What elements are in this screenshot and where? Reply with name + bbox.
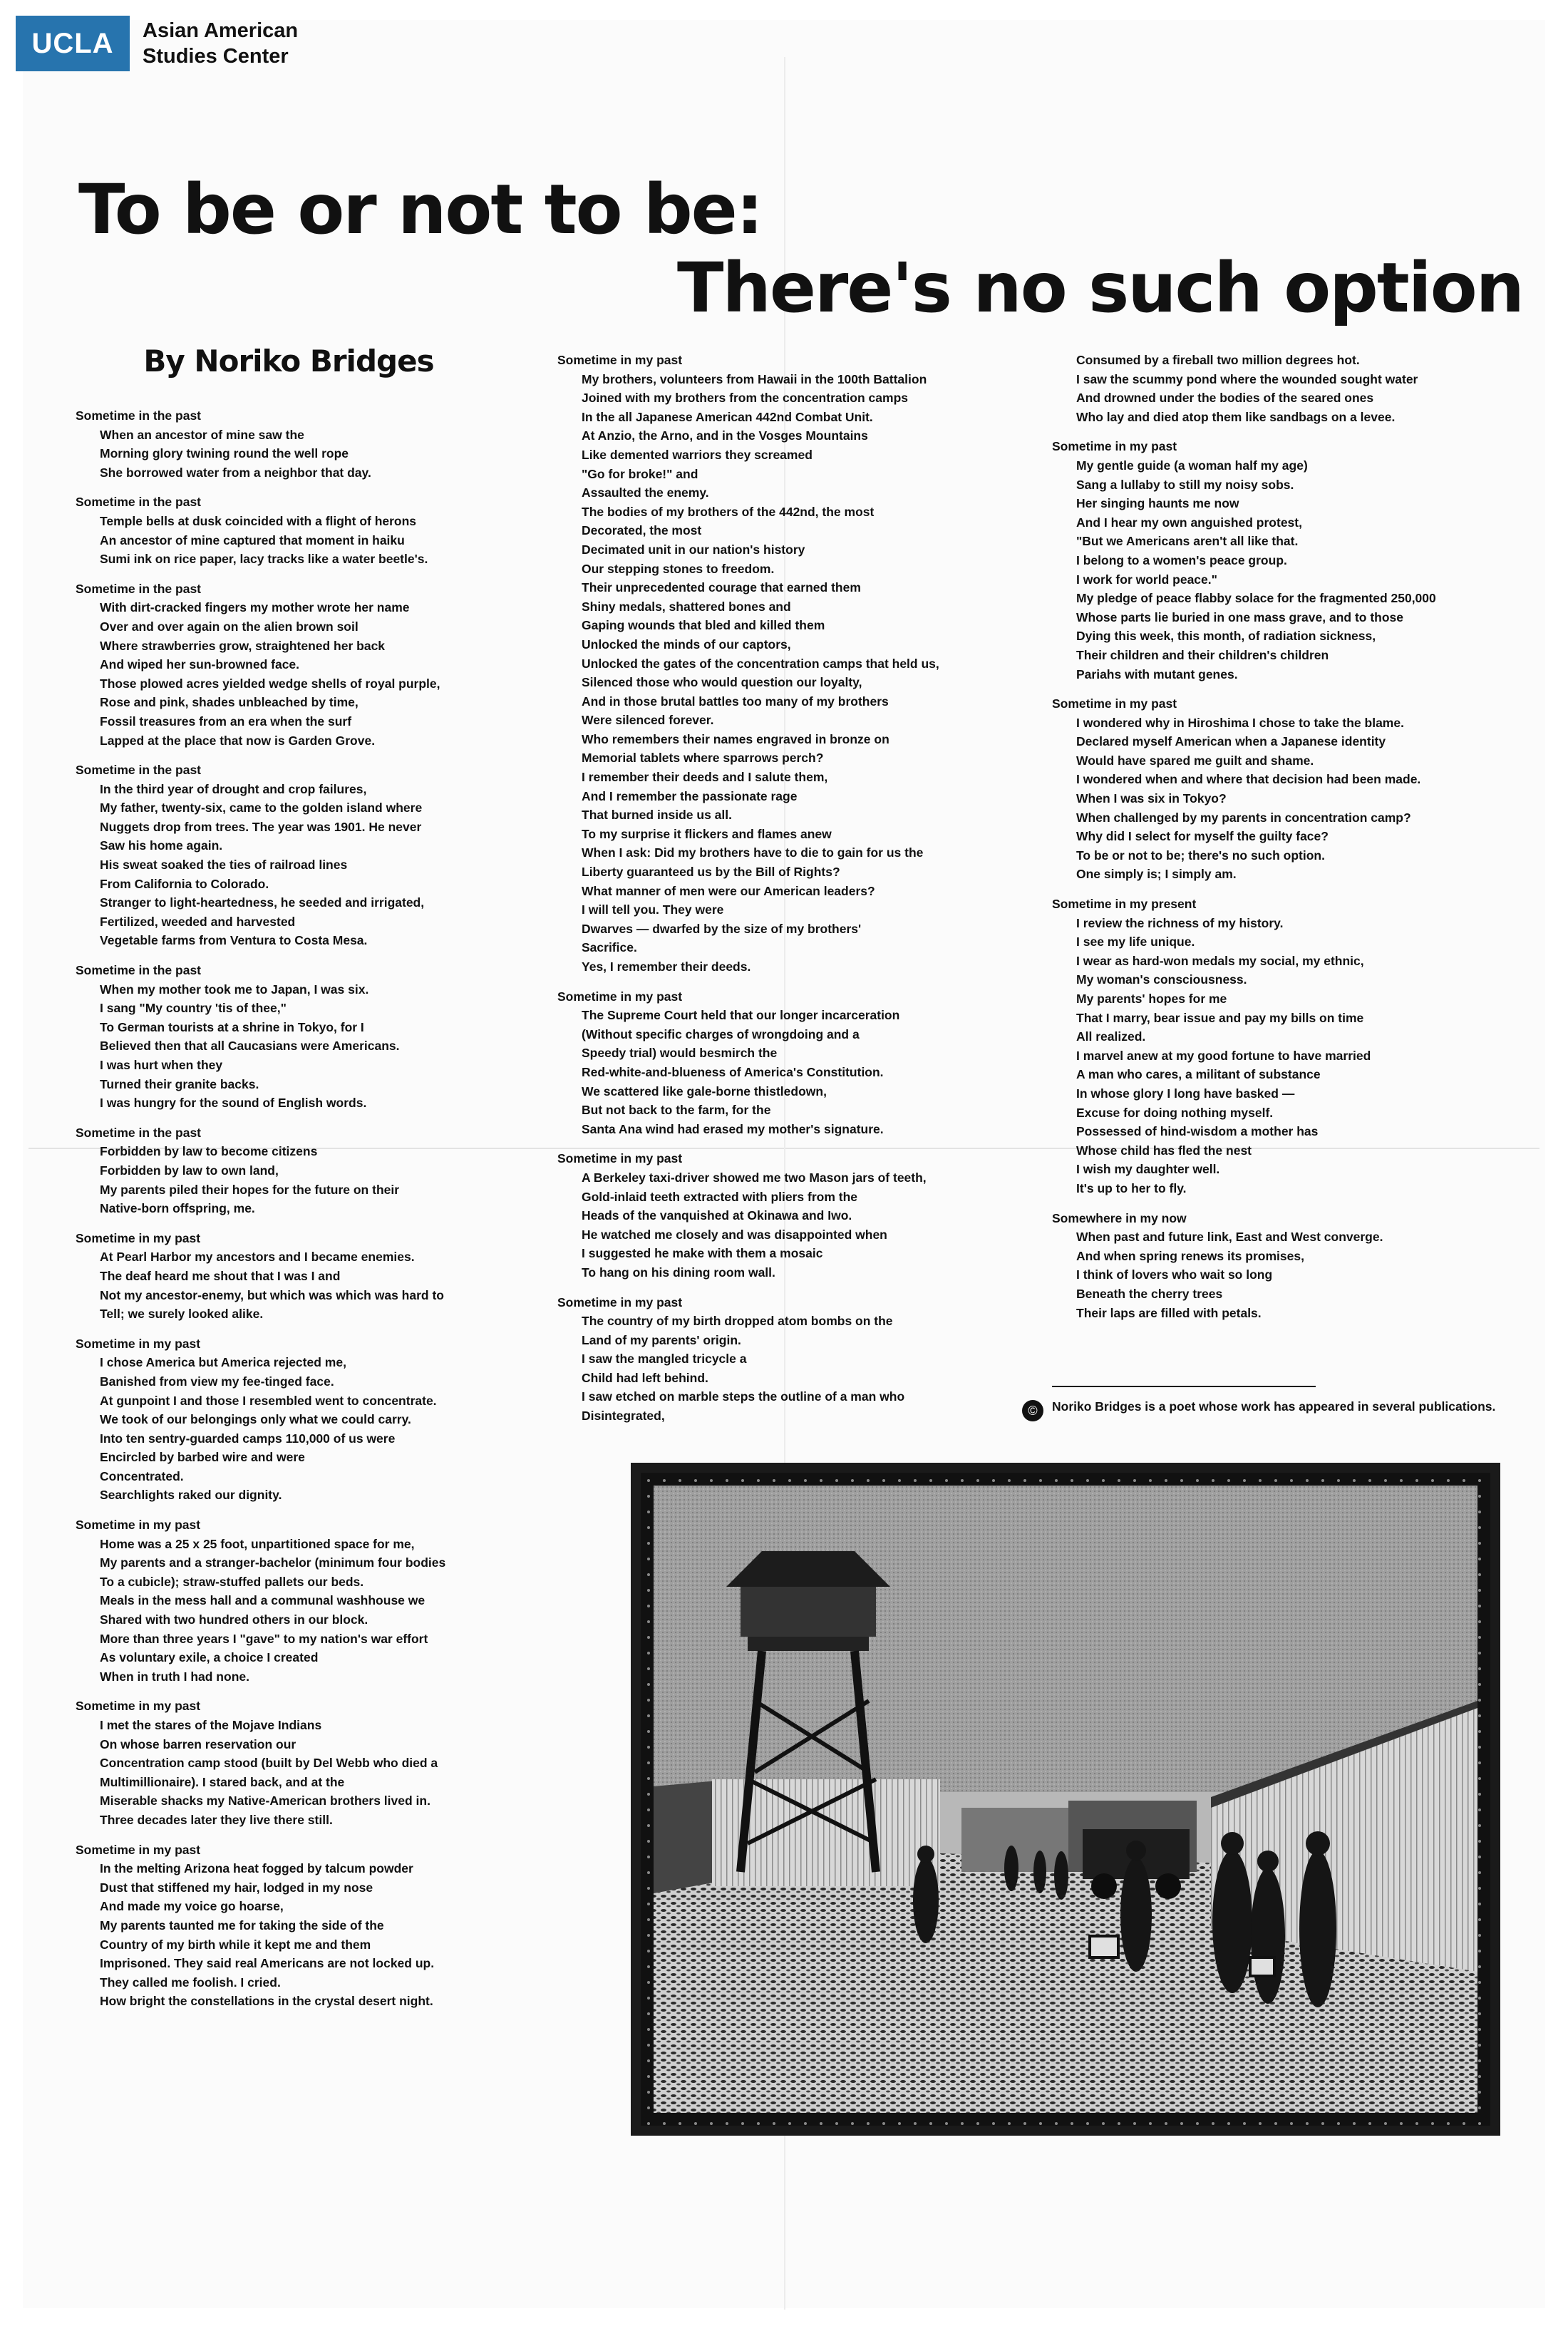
stanza-heading: Sometime in my past bbox=[76, 1699, 201, 1714]
poem-line: My father, twenty-six, came to the golden island where bbox=[100, 801, 423, 815]
stanza-heading: Sometime in my past bbox=[76, 1842, 201, 1857]
poem-line: Unlocked the minds of our captors, bbox=[582, 637, 791, 652]
poem-line: Concentrated. bbox=[100, 1468, 184, 1483]
poem-line: At Pearl Harbor my ancestors and I became enemies. bbox=[100, 1250, 415, 1265]
poem-line: The country of my birth dropped atom bombs on the bbox=[582, 1314, 893, 1329]
poem-stanza bbox=[1052, 1209, 1508, 1323]
poem-line: Our stepping stones to freedom. bbox=[582, 561, 775, 576]
poem-line: Were silenced forever. bbox=[582, 713, 714, 728]
poem-line: Searchlights raked our dignity. bbox=[100, 1488, 282, 1503]
poem-line: Santa Ana wind had erased my mother's signature. bbox=[582, 1121, 884, 1136]
poem-line: Who lay and died atop them like sandbags on a levee. bbox=[1076, 409, 1396, 424]
stanza-heading: Sometime in my past bbox=[76, 1518, 201, 1533]
stanza-heading: Sometime in my past bbox=[1052, 439, 1177, 454]
poem-stanza bbox=[1052, 351, 1508, 426]
poem-line: An ancestor of mine captured that moment in haiku bbox=[100, 532, 405, 547]
poem-line: When challenged by my parents in concentration camp? bbox=[1076, 810, 1411, 825]
poem-stanza bbox=[76, 493, 539, 568]
poem-stanza bbox=[76, 1515, 539, 1686]
poem-line: Why did I select for myself the guilty face? bbox=[1076, 829, 1329, 844]
stanza-heading: Sometime in the past bbox=[76, 495, 202, 510]
ucla-logo-text: UCLA bbox=[31, 27, 114, 59]
poem-line: Not my ancestor-enemy, but which was which was hard to bbox=[100, 1287, 444, 1302]
poem-line: I sang "My country 'tis of thee," bbox=[100, 1001, 287, 1016]
article-title-line2: There's no such option bbox=[677, 248, 1523, 328]
poem-line: That I marry, bear issue and pay my bills on time bbox=[1076, 1010, 1364, 1025]
poem-line: I wondered when and where that decision had been made. bbox=[1076, 772, 1421, 787]
poem-line: To a cubicle); straw-stuffed pallets our beds. bbox=[100, 1574, 364, 1589]
poem-line: Sumi ink on rice paper, lacy tracks like a water beetle's. bbox=[100, 552, 428, 567]
poem-line: Yes, I remember their deeds. bbox=[582, 959, 751, 974]
poem-line: I saw etched on marble steps the outline of a man who bbox=[582, 1389, 905, 1404]
stanza-heading: Sometime in my past bbox=[557, 989, 683, 1004]
poem-stanza bbox=[76, 406, 539, 482]
stanza-heading: Sometime in the past bbox=[76, 963, 202, 978]
poem-line: Miserable shacks my Native-American brothers lived in. bbox=[100, 1794, 430, 1808]
poem-line: Sacrifice. bbox=[582, 940, 637, 955]
poem-stanza bbox=[76, 580, 539, 750]
poem-column-1 bbox=[76, 406, 539, 2022]
poem-line: Forbidden by law to own land, bbox=[100, 1163, 279, 1178]
poem-line: I will tell you. They were bbox=[582, 902, 724, 917]
poem-line: Consumed by a fireball two million degrees hot. bbox=[1076, 353, 1360, 367]
poem-line: My parents piled their hopes for the future on their bbox=[100, 1182, 400, 1197]
poem-stanza bbox=[76, 1229, 539, 1324]
poem-line: Whose child has fled the nest bbox=[1076, 1143, 1252, 1158]
poem-line: Fossil treasures from an era when the surf bbox=[100, 714, 352, 729]
poem-line: Forbidden by law to become citizens bbox=[100, 1144, 318, 1159]
poem-line: Pariahs with mutant genes. bbox=[1076, 667, 1238, 681]
poem-stanza bbox=[76, 1334, 539, 1505]
poem-line: And drowned under the bodies of the seared ones bbox=[1076, 391, 1374, 406]
poem-line: Morning glory twining round the well rope bbox=[100, 446, 349, 461]
poem-line: I see my life unique. bbox=[1076, 935, 1195, 950]
poem-line: My woman's consciousness. bbox=[1076, 972, 1247, 987]
poem-line: Saw his home again. bbox=[100, 838, 223, 853]
poem-line: Vegetable farms from Ventura to Costa Mesa. bbox=[100, 933, 368, 948]
poem-line: Would have spared me guilt and shame. bbox=[1076, 753, 1314, 768]
poem-line: She borrowed water from a neighbor that day. bbox=[100, 465, 371, 480]
poem-line: I think of lovers who wait so long bbox=[1076, 1267, 1273, 1282]
poem-line: In the melting Arizona heat fogged by talcum powder bbox=[100, 1861, 413, 1876]
poem-line: The deaf heard me shout that I was I and bbox=[100, 1268, 341, 1283]
poem-line: My parents and a stranger-bachelor (minimum four bodies bbox=[100, 1555, 446, 1570]
poem-line: Concentration camp stood (built by Del Webb who died a bbox=[100, 1756, 438, 1771]
poem-line: Nuggets drop from trees. The year was 1901. He never bbox=[100, 819, 422, 834]
bio-divider bbox=[1052, 1386, 1316, 1387]
poem-line: Who remembers their names engraved in bronze on bbox=[582, 731, 889, 746]
poem-line: Stranger to light-heartedness, he seeded and irrigated, bbox=[100, 895, 425, 910]
poem-line: Liberty guaranteed us by the Bill of Rights? bbox=[582, 865, 840, 880]
poem-stanza bbox=[1052, 437, 1508, 684]
poem-line: When I ask: Did my brothers have to die to gain for us the bbox=[582, 845, 924, 860]
poem-line: Shiny medals, shattered bones and bbox=[582, 599, 791, 614]
poem-line: Their unprecedented courage that earned them bbox=[582, 580, 861, 595]
poem-line: At Anzio, the Arno, and in the Vosges Mountains bbox=[582, 428, 868, 443]
poem-line: My brothers, volunteers from Hawaii in the 100th Battalion bbox=[582, 371, 927, 386]
poem-line: Where strawberries grow, straightened her back bbox=[100, 638, 386, 653]
poem-line: I was hungry for the sound of English words. bbox=[100, 1096, 367, 1111]
poem-line: Over and over again on the alien brown soil bbox=[100, 619, 359, 634]
poem-line: I wish my daughter well. bbox=[1076, 1162, 1220, 1177]
poem-line: Their laps are filled with petals. bbox=[1076, 1305, 1262, 1320]
poem-line: Dust that stiffened my hair, lodged in my nose bbox=[100, 1880, 373, 1895]
poem-line: Red-white-and-blueness of America's Constitution. bbox=[582, 1064, 884, 1079]
poem-line: And made my voice go hoarse, bbox=[100, 1899, 284, 1914]
poem-line: (Without specific charges of wrongdoing and a bbox=[582, 1026, 860, 1041]
poem-line: All realized. bbox=[1076, 1029, 1146, 1044]
stanza-heading: Sometime in my past bbox=[76, 1230, 201, 1245]
poem-line: Silenced those who would question our loyalty, bbox=[582, 675, 862, 690]
poem-line: I met the stares of the Mojave Indians bbox=[100, 1718, 322, 1732]
poem-stanza bbox=[76, 761, 539, 950]
poem-line: Assaulted the enemy. bbox=[582, 485, 709, 500]
stanza-heading: Sometime in the past bbox=[76, 763, 202, 778]
poem-line: Their children and their children's children bbox=[1076, 647, 1329, 662]
camp-photo bbox=[631, 1463, 1500, 2136]
poem-line: Country of my birth while it kept me and them bbox=[100, 1937, 371, 1952]
poem-line: A man who cares, a militant of substance bbox=[1076, 1067, 1321, 1082]
poem-line: Disintegrated, bbox=[582, 1409, 665, 1424]
poem-line: When my mother took me to Japan, I was six. bbox=[100, 982, 369, 997]
poem-line: Sang a lullaby to still my noisy sobs. bbox=[1076, 477, 1294, 492]
stanza-heading: Sometime in my past bbox=[76, 1336, 201, 1351]
poem-line: The Supreme Court held that our longer incarceration bbox=[582, 1008, 900, 1023]
poem-line: I marvel anew at my good fortune to have married bbox=[1076, 1048, 1371, 1063]
stanza-heading: Sometime in my past bbox=[557, 1295, 683, 1309]
poem-line: He watched me closely and was disappointed when bbox=[582, 1227, 887, 1242]
ucla-header bbox=[16, 16, 298, 71]
poem-stanza bbox=[76, 961, 539, 1113]
stanza-heading: Sometime in the past bbox=[76, 581, 202, 596]
poem-line: How bright the constellations in the crystal desert night. bbox=[100, 1994, 433, 2009]
poem-line: What manner of men were our American leaders? bbox=[582, 883, 875, 898]
poem-line: To be or not to be; there's no such option. bbox=[1076, 848, 1325, 863]
stanza-heading: Sometime in my present bbox=[1052, 897, 1197, 912]
poem-line: We took of our belongings only what we could carry. bbox=[100, 1412, 411, 1427]
center-name-line2: Studies Center bbox=[143, 45, 289, 68]
poem-line: And I hear my own anguished protest, bbox=[1076, 515, 1302, 530]
poem-line: One simply is; I simply am. bbox=[1076, 867, 1237, 882]
poem-line: "But we Americans aren't all like that. bbox=[1076, 534, 1299, 549]
poem-line: To German tourists at a shrine in Tokyo, for I bbox=[100, 1019, 364, 1034]
poem-line: To hang on his dining room wall. bbox=[582, 1265, 775, 1280]
poem-line: Three decades later they live there still. bbox=[100, 1812, 333, 1827]
poem-line: It's up to her to fly. bbox=[1076, 1180, 1187, 1195]
poem-stanza bbox=[76, 1697, 539, 1829]
byline: By Noriko Bridges bbox=[143, 344, 434, 379]
poem-line: My gentle guide (a woman half my age) bbox=[1076, 458, 1308, 473]
poem-line: Multimillionaire). I stared back, and at the bbox=[100, 1774, 345, 1789]
poem-line: Gold-inlaid teeth extracted with pliers from the bbox=[582, 1189, 857, 1204]
poem-line: In the third year of drought and crop failures, bbox=[100, 781, 367, 796]
poem-line: With dirt-cracked fingers my mother wrote her name bbox=[100, 600, 410, 615]
poem-line: Banished from view my fee-tinged face. bbox=[100, 1374, 334, 1389]
stanza-heading: Somewhere in my now bbox=[1052, 1210, 1187, 1225]
poem-line: Turned their granite backs. bbox=[100, 1076, 259, 1091]
poem-line: I remember their deeds and I salute them, bbox=[582, 770, 828, 785]
stanza-heading: Sometime in the past bbox=[76, 1125, 202, 1140]
poem-line: Shared with two hundred others in our block. bbox=[100, 1612, 368, 1627]
poem-line: My parents taunted me for taking the side of the bbox=[100, 1918, 384, 1933]
poem-line: As voluntary exile, a choice I created bbox=[100, 1650, 319, 1665]
poem-line: Decimated unit in our nation's history bbox=[582, 542, 805, 557]
poem-line: Heads of the vanquished at Okinawa and Iwo. bbox=[582, 1208, 852, 1223]
poem-line: His sweat soaked the ties of railroad lines bbox=[100, 858, 348, 873]
poem-stanza bbox=[76, 1123, 539, 1218]
poem-line: Child had left behind. bbox=[582, 1370, 708, 1385]
poem-line: Excuse for doing nothing myself. bbox=[1076, 1105, 1274, 1120]
poem-line: When an ancestor of mine saw the bbox=[100, 427, 304, 442]
poem-line: I review the richness of my history. bbox=[1076, 915, 1284, 930]
camp-guard-tower-photo bbox=[641, 1473, 1490, 2126]
poem-line: They called me foolish. I cried. bbox=[100, 1975, 281, 1990]
poem-line: Like demented warriors they screamed bbox=[582, 447, 813, 462]
poem-line: "Go for broke!" and bbox=[582, 466, 698, 481]
poem-column-3 bbox=[1052, 351, 1508, 1333]
circle-c-icon: © bbox=[1022, 1400, 1043, 1421]
stanza-heading: Sometime in my past bbox=[1052, 696, 1177, 711]
poem-line: I wear as hard-won medals my social, my ethnic, bbox=[1076, 953, 1364, 968]
poem-line: That burned inside us all. bbox=[582, 808, 732, 823]
poem-line: To my surprise it flickers and flames anew bbox=[582, 826, 832, 841]
poem-line: I was hurt when they bbox=[100, 1058, 223, 1072]
poem-line: At gunpoint I and those I resembled went to concentrate. bbox=[100, 1393, 437, 1408]
poem-line: And I remember the passionate rage bbox=[582, 788, 798, 803]
poem-line: In the all Japanese American 442nd Combat Unit. bbox=[582, 409, 873, 424]
poem-line: When past and future link, East and West converge. bbox=[1076, 1230, 1383, 1245]
poem-line: And in those brutal battles too many of my brothers bbox=[582, 694, 889, 709]
poem-line: Believed then that all Caucasians were Americans. bbox=[100, 1039, 400, 1054]
poem-line: Meals in the mess hall and a communal washhouse we bbox=[100, 1593, 425, 1608]
poem-stanza bbox=[76, 1841, 539, 2011]
poem-line: I saw the scummy pond where the wounded sought water bbox=[1076, 371, 1418, 386]
poem-line: Her singing haunts me now bbox=[1076, 496, 1239, 511]
poem-line: In whose glory I long have basked — bbox=[1076, 1086, 1295, 1101]
poem-line: Beneath the cherry trees bbox=[1076, 1286, 1223, 1301]
poem-line: Gaping wounds that bled and killed them bbox=[582, 618, 825, 633]
poem-line: Speedy trial) would besmirch the bbox=[582, 1046, 778, 1061]
poem-line: When I was six in Tokyo? bbox=[1076, 791, 1227, 806]
poem-line: Unlocked the gates of the concentration camps that held us, bbox=[582, 656, 939, 671]
poem-stanza bbox=[1052, 895, 1508, 1198]
poem-line: Rose and pink, shades unbleached by time, bbox=[100, 695, 359, 710]
poem-line: Temple bells at dusk coincided with a flight of herons bbox=[100, 513, 417, 528]
poem-line: Dwarves — dwarfed by the size of my brothers' bbox=[582, 921, 862, 936]
poem-line: Lapped at the place that now is Garden Grove. bbox=[100, 733, 376, 748]
ucla-logo[interactable] bbox=[16, 16, 130, 71]
stanza-heading: Sometime in my past bbox=[557, 353, 683, 367]
poem-line: Into ten sentry-guarded camps 110,000 of us were bbox=[100, 1431, 396, 1446]
poem-line: I saw the mangled tricycle a bbox=[582, 1352, 747, 1367]
bio-text: Noriko Bridges is a poet whose work has appeared in several publications. bbox=[1052, 1399, 1496, 1414]
poem-stanza bbox=[557, 987, 1049, 1139]
poem-line: My pledge of peace flabby solace for the fragmented 250,000 bbox=[1076, 591, 1436, 606]
poem-line: From California to Colorado. bbox=[100, 876, 269, 891]
poem-line: Possessed of hind-wisdom a mother has bbox=[1076, 1124, 1319, 1139]
poem-line: Memorial tablets where sparrows perch? bbox=[582, 751, 824, 766]
poem-line: Encircled by barbed wire and were bbox=[100, 1450, 305, 1465]
poem-stanza bbox=[1052, 694, 1508, 884]
poem-line: Decorated, the most bbox=[582, 523, 702, 538]
poem-line: And wiped her sun-browned face. bbox=[100, 657, 300, 672]
poem-line: Native-born offspring, me. bbox=[100, 1201, 255, 1216]
poem-line: We scattered like gale-borne thistledown, bbox=[582, 1084, 827, 1098]
poem-line: But not back to the farm, for the bbox=[582, 1103, 771, 1118]
poem-line: More than three years I "gave" to my nation's war effort bbox=[100, 1631, 428, 1646]
poem-line: I belong to a women's peace group. bbox=[1076, 552, 1287, 567]
poem-line: Whose parts lie buried in one mass grave, and to those bbox=[1076, 609, 1403, 624]
poem-line: My parents' hopes for me bbox=[1076, 992, 1227, 1006]
poem-stanza bbox=[557, 1293, 1049, 1426]
stanza-heading: Sometime in my past bbox=[557, 1151, 683, 1166]
poem-column-2 bbox=[557, 351, 1049, 1436]
article-title-line1: To be or not to be: bbox=[78, 170, 763, 249]
center-name[interactable] bbox=[143, 18, 298, 69]
poem-line: Fertilized, weeded and harvested bbox=[100, 914, 296, 929]
poem-line: Dying this week, this month, of radiation sickness, bbox=[1076, 629, 1376, 644]
poem-line: On whose barren reservation our bbox=[100, 1736, 296, 1751]
poem-line: I suggested he make with them a mosaic bbox=[582, 1246, 823, 1261]
poem-line: Tell; we surely looked alike. bbox=[100, 1307, 264, 1322]
poem-line: Home was a 25 x 25 foot, unpartitioned space for me, bbox=[100, 1536, 415, 1551]
poem-line: And when spring renews its promises, bbox=[1076, 1248, 1304, 1263]
poem-line: Those plowed acres yielded wedge shells of royal purple, bbox=[100, 676, 440, 691]
poem-line: When in truth I had none. bbox=[100, 1669, 249, 1684]
poem-line: I work for world peace." bbox=[1076, 572, 1217, 587]
author-bio bbox=[1022, 1386, 1514, 1421]
poem-line: Declared myself American when a Japanese identity bbox=[1076, 734, 1386, 749]
poem-line: Imprisoned. They said real Americans are not locked up. bbox=[100, 1956, 435, 1971]
poem-line: Joined with my brothers from the concentration camps bbox=[582, 391, 908, 406]
poem-stanza bbox=[557, 351, 1049, 977]
poem-line: Land of my parents' origin. bbox=[582, 1332, 741, 1347]
poem-line: I chose America but America rejected me, bbox=[100, 1355, 346, 1370]
center-name-line1: Asian American bbox=[143, 19, 299, 42]
poem-line: The bodies of my brothers of the 442nd, the most bbox=[582, 504, 875, 519]
poem-stanza bbox=[557, 1149, 1049, 1282]
poem-line: I wondered why in Hiroshima I chose to take the blame. bbox=[1076, 715, 1404, 730]
stanza-heading: Sometime in the past bbox=[76, 408, 202, 423]
poem-line: A Berkeley taxi-driver showed me two Mason jars of teeth, bbox=[582, 1170, 927, 1185]
